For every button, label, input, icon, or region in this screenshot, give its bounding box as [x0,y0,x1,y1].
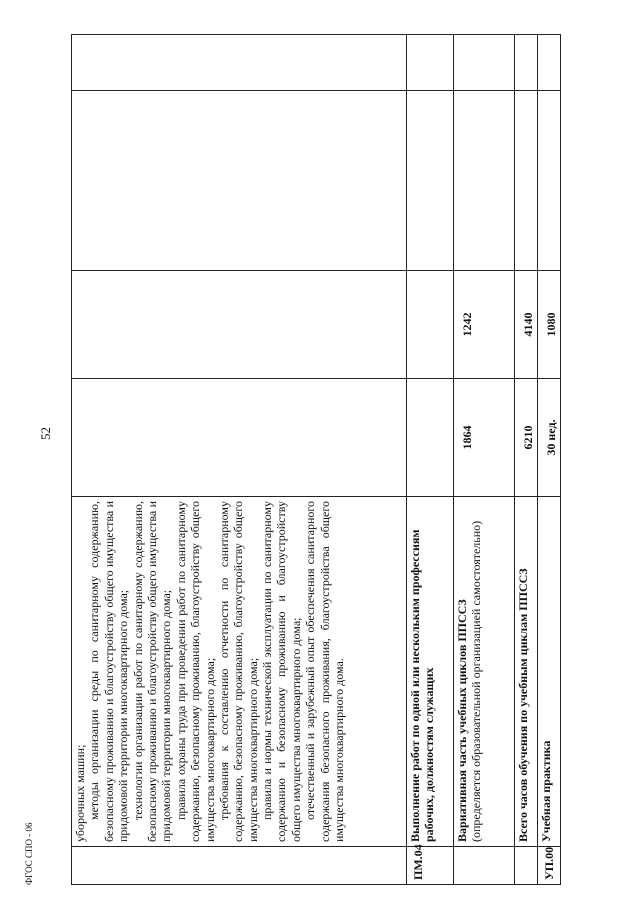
list-item: правила охраны труда при проведении работ по санитарному содержанию, безопасному проживанию, благоустройству общего имущества многоквартирного дома; [173,501,217,842]
competence-list-cell [72,497,407,847]
required-hours-cell: 4140 [515,271,538,379]
code-cell [515,847,538,885]
code-cell [453,847,514,885]
max-hours-cell: 1864 [453,379,514,497]
footer-label: ФГОС СПО - 06 [24,822,34,885]
page-number: 52 [38,427,53,440]
disciplines-cell [515,91,538,271]
list-item: отечественный и зарубежный опыт обеспечения санитарного содержания безопасного проживания, благоустройства общего имущества многоквартирного дома. [303,501,347,842]
list-item: методы организации среды по санитарному содержанию, безопасному проживанию и благоустройству общего имущества и придомовой территории многоквартирного дома; [87,501,131,842]
variable-part-cell [453,497,514,847]
curriculum-table [71,34,561,885]
required-hours-cell [72,271,407,379]
total-hours-title-cell: Всего часов обучения по учебным циклам ППССЗ [515,497,538,847]
list-item: правила и нормы технической эксплуатации по санитарному содержанию и безопасному проживанию и благоустройству общего имущества многоквартирного дома; [260,501,303,842]
variable-part-title: Вариативная часть учебных циклов ППССЗ [454,599,469,842]
max-hours-cell [72,379,407,497]
practice-title-cell: Учебная практика [538,497,561,847]
table-row [538,35,561,885]
list-item: технологии организации работ по санитарному содержанию, безопасному проживанию и благоустройству общего имущества и придомовой территории многоквартирного дома; [130,501,174,842]
module-title-cell: Выполнение работ по одной или нескольким профессиям рабочих, должностям служащих [407,497,454,847]
code-cell: ПМ.04 [407,847,454,885]
list-item: требования к составлению отчетности по санитарному содержанию, безопасному проживанию, благоустройству общего имущества многоквартирного дома; [216,501,260,842]
competence-codes-cell [453,35,514,91]
disciplines-cell [72,91,407,271]
table-row [72,35,407,885]
curriculum-table-rotated [71,35,561,885]
disciplines-cell [407,91,454,271]
variable-part-subtitle: (определяется образовательной организацией самостоятельно) [469,520,484,842]
required-hours-cell [407,271,454,379]
max-hours-cell: 30 нед. [538,379,561,497]
competence-codes-cell [407,35,454,91]
disciplines-cell [538,91,561,271]
list-item: уборочных машин; [73,744,87,842]
required-hours-cell: 1242 [453,271,514,379]
table-row [407,35,454,885]
competence-codes-cell [538,35,561,91]
max-hours-cell [407,379,454,497]
disciplines-cell [453,91,514,271]
required-hours-cell: 1080 [538,271,561,379]
code-cell [72,847,407,885]
code-cell: УП.00 [538,847,561,885]
competence-codes-cell [515,35,538,91]
competence-codes-cell [72,35,407,91]
table-row [453,35,514,885]
table-row [515,35,538,885]
max-hours-cell: 6210 [515,379,538,497]
